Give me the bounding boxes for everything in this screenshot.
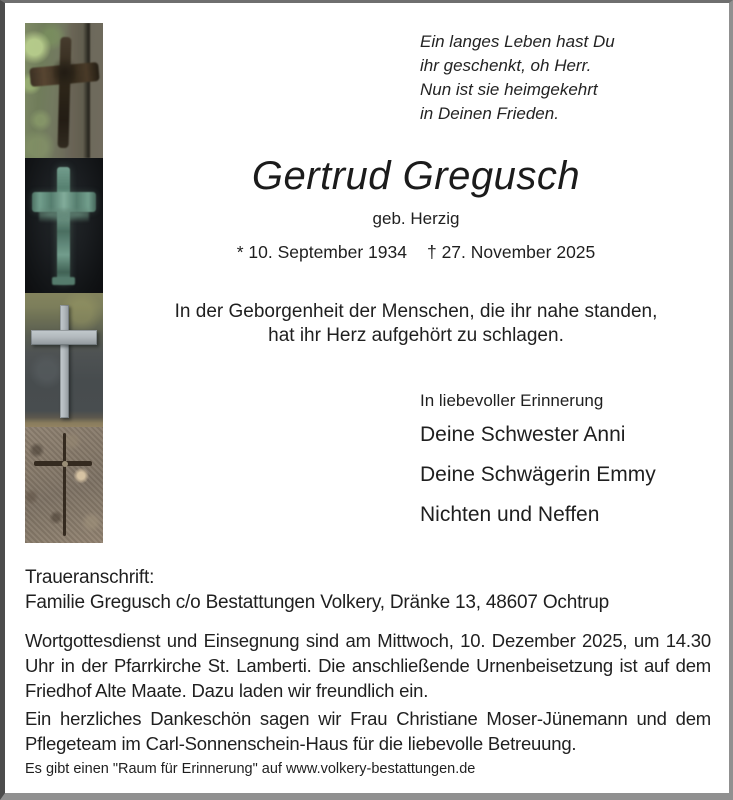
verse-line: in Deinen Frieden. bbox=[420, 104, 559, 123]
mourning-address-line: Familie Gregusch c/o Bestattungen Volkery, Dränke 13, 48607 Ochtrup bbox=[25, 592, 610, 613]
cross-vertical-bar bbox=[60, 305, 69, 418]
cross-vertical-bar bbox=[57, 167, 70, 283]
cross-ornament bbox=[39, 208, 89, 224]
memorial-heading: In liebevoller Erinnerung bbox=[420, 391, 604, 410]
photo-grave-cross-3 bbox=[25, 293, 103, 427]
mourner-line: Deine Schwester Anni bbox=[420, 423, 626, 446]
cross-center-dot bbox=[62, 461, 68, 467]
verse-line: Ein langes Leben hast Du bbox=[420, 32, 615, 51]
maiden-name: geb. Herzig bbox=[372, 209, 460, 228]
cross-vertical-bar bbox=[63, 433, 67, 536]
mourning-address-label: Traueranschrift: bbox=[25, 567, 155, 588]
memorial-verse bbox=[420, 30, 615, 126]
deceased-name: Gertrud Gregusch bbox=[251, 154, 581, 198]
remembrance-room-note: Es gibt einen "Raum für Erinnerung" auf www.volkery-bestattungen.de bbox=[25, 761, 476, 777]
condolence-line: hat ihr Herz aufgehört zu schlagen. bbox=[268, 325, 564, 346]
death-date: † 27. November 2025 bbox=[426, 242, 596, 262]
thanks-note: Ein herzliches Dankeschön sagen wir Frau Christiane Moser-Jünemann und dem Pflegeteam im Carl-Sonnenschein-Haus für die liebevolle Betreuung. bbox=[25, 708, 711, 754]
memorial-block bbox=[420, 390, 656, 543]
condolence-line: In der Geborgenheit der Menschen, die ihr nahe standen, bbox=[174, 301, 658, 322]
mourner-line: Deine Schwägerin Emmy bbox=[420, 463, 656, 486]
details-section bbox=[25, 565, 711, 779]
birth-date: * 10. September 1934 bbox=[236, 242, 407, 262]
verse-line: Nun ist sie heimgekehrt bbox=[420, 80, 598, 99]
service-info: Wortgottesdienst und Einsegnung sind am Mittwoch, 10. Dezember 2025, um 14.30 Uhr in der Pfarrkirche St. Lamberti. Die anschließende Urnenbeisetzung ist auf dem Friedhof Alte Maate. Dazu laden wir freundlich ein. bbox=[25, 630, 711, 701]
photo-grave-cross-2 bbox=[25, 158, 103, 293]
photo-grave-cross-4 bbox=[25, 427, 103, 543]
mourner-line: Nichten und Neffen bbox=[420, 503, 600, 526]
verse-line: ihr geschenkt, oh Herr. bbox=[420, 56, 592, 75]
condolence-text bbox=[110, 300, 722, 348]
life-dates bbox=[110, 240, 722, 264]
photo-grave-cross-1 bbox=[25, 23, 103, 158]
cross-base bbox=[52, 277, 75, 285]
cross-horizontal-bar bbox=[31, 330, 97, 345]
photo-strip bbox=[25, 23, 103, 543]
